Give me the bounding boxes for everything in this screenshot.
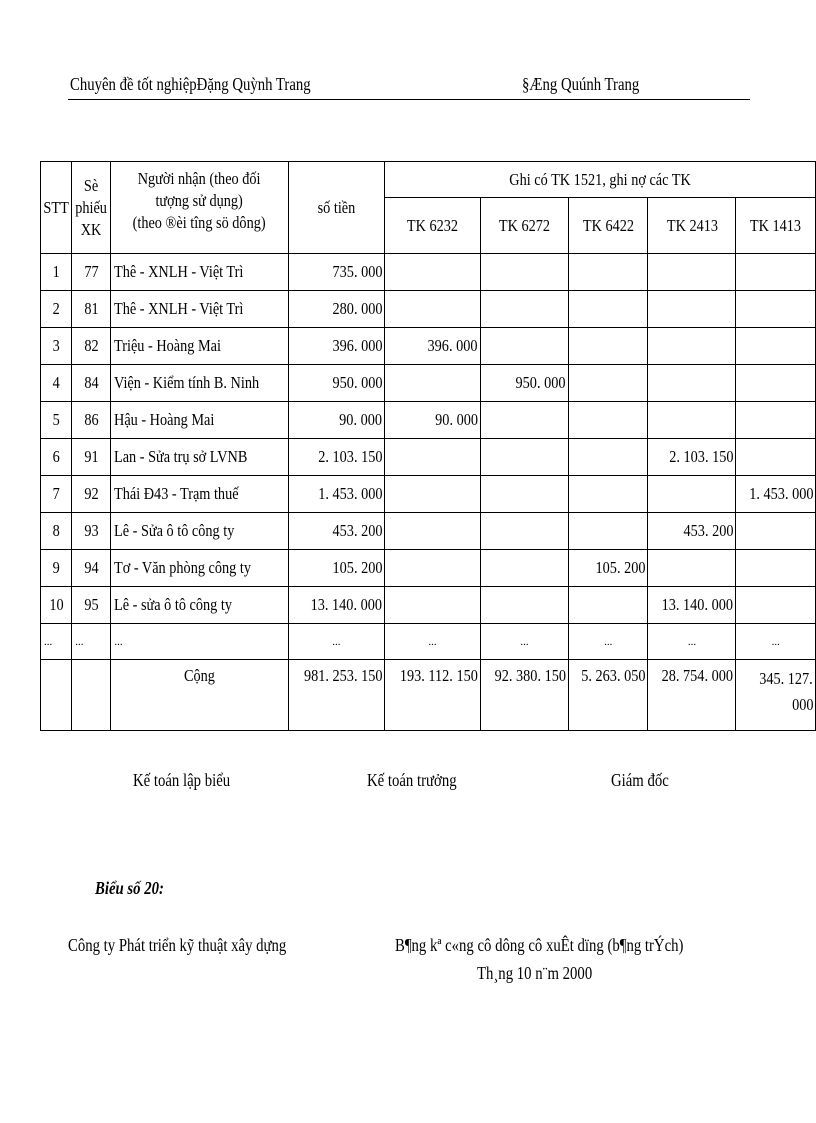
tk1413-cell: [736, 550, 816, 587]
table-row: [41, 587, 816, 624]
table-row-total: [41, 660, 816, 731]
tk6422-cell: [568, 365, 648, 402]
tk6232-cell: [385, 513, 481, 550]
tk6422-cell: [568, 587, 648, 624]
stt-cell: 6: [41, 439, 72, 476]
recipient-cell: Thê - XNLH - Việt Trì: [111, 291, 288, 328]
table-row: [41, 365, 816, 402]
tk1413-cell: [736, 291, 816, 328]
col-header-stt: STT: [41, 162, 72, 254]
tk2413-cell: 2. 103. 150: [648, 439, 736, 476]
recipient-cell: Viện - Kiểm tính B. Ninh: [111, 365, 288, 402]
col-header-tk6232: TK 6232: [385, 198, 481, 254]
stt-cell: 2: [41, 291, 72, 328]
table-row: [41, 476, 816, 513]
ellipsis-cell: ...: [385, 624, 481, 660]
ellipsis-cell: ...: [111, 624, 288, 660]
ellipsis-cell: ...: [288, 624, 385, 660]
tk2413-cell: [648, 550, 736, 587]
tk6272-cell: 950. 000: [480, 365, 568, 402]
tk6272-cell: [480, 291, 568, 328]
header-left-title: Chuyên đề tốt nghiệpĐặng Quỳnh Trang: [70, 74, 311, 94]
tk6422-cell: [568, 328, 648, 365]
tk2413-cell: 13. 140. 000: [648, 587, 736, 624]
tk6232-cell: [385, 254, 481, 291]
tk6422-cell: [568, 476, 648, 513]
table-row-ellipsis: [41, 624, 816, 660]
tk6422-cell: 105. 200: [568, 550, 648, 587]
recipient-cell: Tơ - Văn phòng công ty: [111, 550, 288, 587]
slip-no-cell: 92: [72, 476, 111, 513]
recipient-cell: Triệu - Hoàng Mai: [111, 328, 288, 365]
amount-cell: 90. 000: [288, 402, 385, 439]
ellipsis-cell: ...: [72, 624, 111, 660]
stt-cell: 3: [41, 328, 72, 365]
amount-cell: 950. 000: [288, 365, 385, 402]
tk6272-cell: [480, 328, 568, 365]
total-empty-cell: [41, 660, 72, 731]
total-empty-cell: [72, 660, 111, 731]
col-header-tk6422: TK 6422: [568, 198, 648, 254]
tk6232-cell: [385, 365, 481, 402]
table-row: [41, 550, 816, 587]
signature-preparer: Kế toán lập biểu: [133, 770, 231, 790]
company-name: Công ty Phát triển kỹ thuật xây dựng: [68, 935, 287, 955]
table-row: [41, 291, 816, 328]
stt-cell: 7: [41, 476, 72, 513]
tk6272-cell: [480, 402, 568, 439]
recipient-cell: Thái Đ43 - Trạm thuế: [111, 476, 288, 513]
amount-cell: 13. 140. 000: [288, 587, 385, 624]
recipient-header-text: Người nhận (theo đối tượng sử dụng): [138, 169, 261, 210]
stt-cell: 1: [41, 254, 72, 291]
tk6272-cell: [480, 513, 568, 550]
tk2413-cell: [648, 476, 736, 513]
amount-cell: 1. 453. 000: [288, 476, 385, 513]
ellipsis-cell: ...: [736, 624, 816, 660]
tk2413-cell: [648, 254, 736, 291]
table-row: [41, 328, 816, 365]
tk6232-cell: [385, 550, 481, 587]
ledger-table: [40, 161, 816, 731]
tk6422-cell: [568, 513, 648, 550]
total-tk6232: 193. 112. 150: [385, 660, 481, 731]
total-tk6272: 92. 380. 150: [480, 660, 568, 731]
tk2413-cell: [648, 365, 736, 402]
slip-no-cell: 95: [72, 587, 111, 624]
col-header-tk6272: TK 6272: [480, 198, 568, 254]
slip-no-cell: 91: [72, 439, 111, 476]
tk6272-cell: [480, 439, 568, 476]
slip-no-cell: 93: [72, 513, 111, 550]
table-row: [41, 439, 816, 476]
tk6232-cell: [385, 476, 481, 513]
col-header-slip-no: Sè phiếu XK: [72, 162, 111, 254]
tk6272-cell: [480, 550, 568, 587]
tk6272-cell: [480, 254, 568, 291]
stt-cell: 8: [41, 513, 72, 550]
total-amount: 981. 253. 150: [288, 660, 385, 731]
amount-cell: 280. 000: [288, 291, 385, 328]
slip-no-cell: 77: [72, 254, 111, 291]
total-label: Cộng: [111, 660, 288, 731]
col-header-recipient: [111, 162, 288, 254]
tk1413-cell: [736, 328, 816, 365]
ellipsis-cell: ...: [648, 624, 736, 660]
col-header-amount: số tiền: [288, 162, 385, 254]
tk1413-cell: [736, 587, 816, 624]
amount-cell: 2. 103. 150: [288, 439, 385, 476]
tk1413-cell: [736, 365, 816, 402]
stt-cell: 5: [41, 402, 72, 439]
tk2413-cell: [648, 291, 736, 328]
header-underline: [68, 99, 750, 100]
tk6272-cell: [480, 587, 568, 624]
tk6272-cell: [480, 476, 568, 513]
header-right-title: §Æng Quúnh Trang: [522, 74, 640, 94]
table-row: [41, 254, 816, 291]
recipient-cell: Lê - sửa ô tô công ty: [111, 587, 288, 624]
tk6422-cell: [568, 402, 648, 439]
ellipsis-cell: ...: [41, 624, 72, 660]
recipient-cell: Lê - Sửa ô tô công ty: [111, 513, 288, 550]
recipient-cell: Hậu - Hoàng Mai: [111, 402, 288, 439]
form-title: Biểu số 20:: [95, 878, 164, 898]
total-tk6422: 5. 263. 050: [568, 660, 648, 731]
signature-director: Giám đốc: [611, 770, 669, 790]
tk6422-cell: [568, 439, 648, 476]
tk6232-cell: 90. 000: [385, 402, 481, 439]
tk1413-cell: [736, 513, 816, 550]
amount-cell: 735. 000: [288, 254, 385, 291]
col-header-credit-group: Ghi có TK 1521, ghi nợ các TK: [385, 162, 816, 198]
tk2413-cell: 453. 200: [648, 513, 736, 550]
col-header-tk1413: TK 1413: [736, 198, 816, 254]
recipient-cell: Lan - Sửa trụ sở LVNB: [111, 439, 288, 476]
tk1413-cell: [736, 254, 816, 291]
tk6422-cell: [568, 254, 648, 291]
recipient-header-subtext: (theo ®èi tîng sö dông): [132, 213, 266, 232]
stt-cell: 9: [41, 550, 72, 587]
tk1413-cell: [736, 439, 816, 476]
slip-no-cell: 81: [72, 291, 111, 328]
stt-cell: 10: [41, 587, 72, 624]
signature-chief-accountant: Kế toán trưởng: [367, 770, 457, 790]
slip-no-cell: 84: [72, 365, 111, 402]
slip-no-cell: 86: [72, 402, 111, 439]
ellipsis-cell: ...: [568, 624, 648, 660]
stt-cell: 4: [41, 365, 72, 402]
tk1413-cell: [736, 402, 816, 439]
tk6232-cell: [385, 291, 481, 328]
total-tk1413: 345. 127. 000: [736, 660, 816, 731]
tk2413-cell: [648, 328, 736, 365]
report-month: Th¸ng 10 n¨m 2000: [477, 963, 593, 983]
tk6232-cell: 396. 000: [385, 328, 481, 365]
tk2413-cell: [648, 402, 736, 439]
table-header-row-1: [41, 162, 816, 198]
col-header-tk2413: TK 2413: [648, 198, 736, 254]
ellipsis-cell: ...: [480, 624, 568, 660]
table-row: [41, 402, 816, 439]
tk1413-cell: 1. 453. 000: [736, 476, 816, 513]
total-tk2413: 28. 754. 000: [648, 660, 736, 731]
tk6232-cell: [385, 439, 481, 476]
amount-cell: 396. 000: [288, 328, 385, 365]
amount-cell: 453. 200: [288, 513, 385, 550]
table-body: [41, 254, 816, 624]
report-title: B¶ng kª c«ng cô dông cô xuÊt dïng (b¶ng trÝch): [395, 935, 684, 955]
tk6422-cell: [568, 291, 648, 328]
table-row: [41, 513, 816, 550]
slip-no-cell: 82: [72, 328, 111, 365]
amount-cell: 105. 200: [288, 550, 385, 587]
slip-no-cell: 94: [72, 550, 111, 587]
tk6232-cell: [385, 587, 481, 624]
recipient-cell: Thê - XNLH - Việt Trì: [111, 254, 288, 291]
